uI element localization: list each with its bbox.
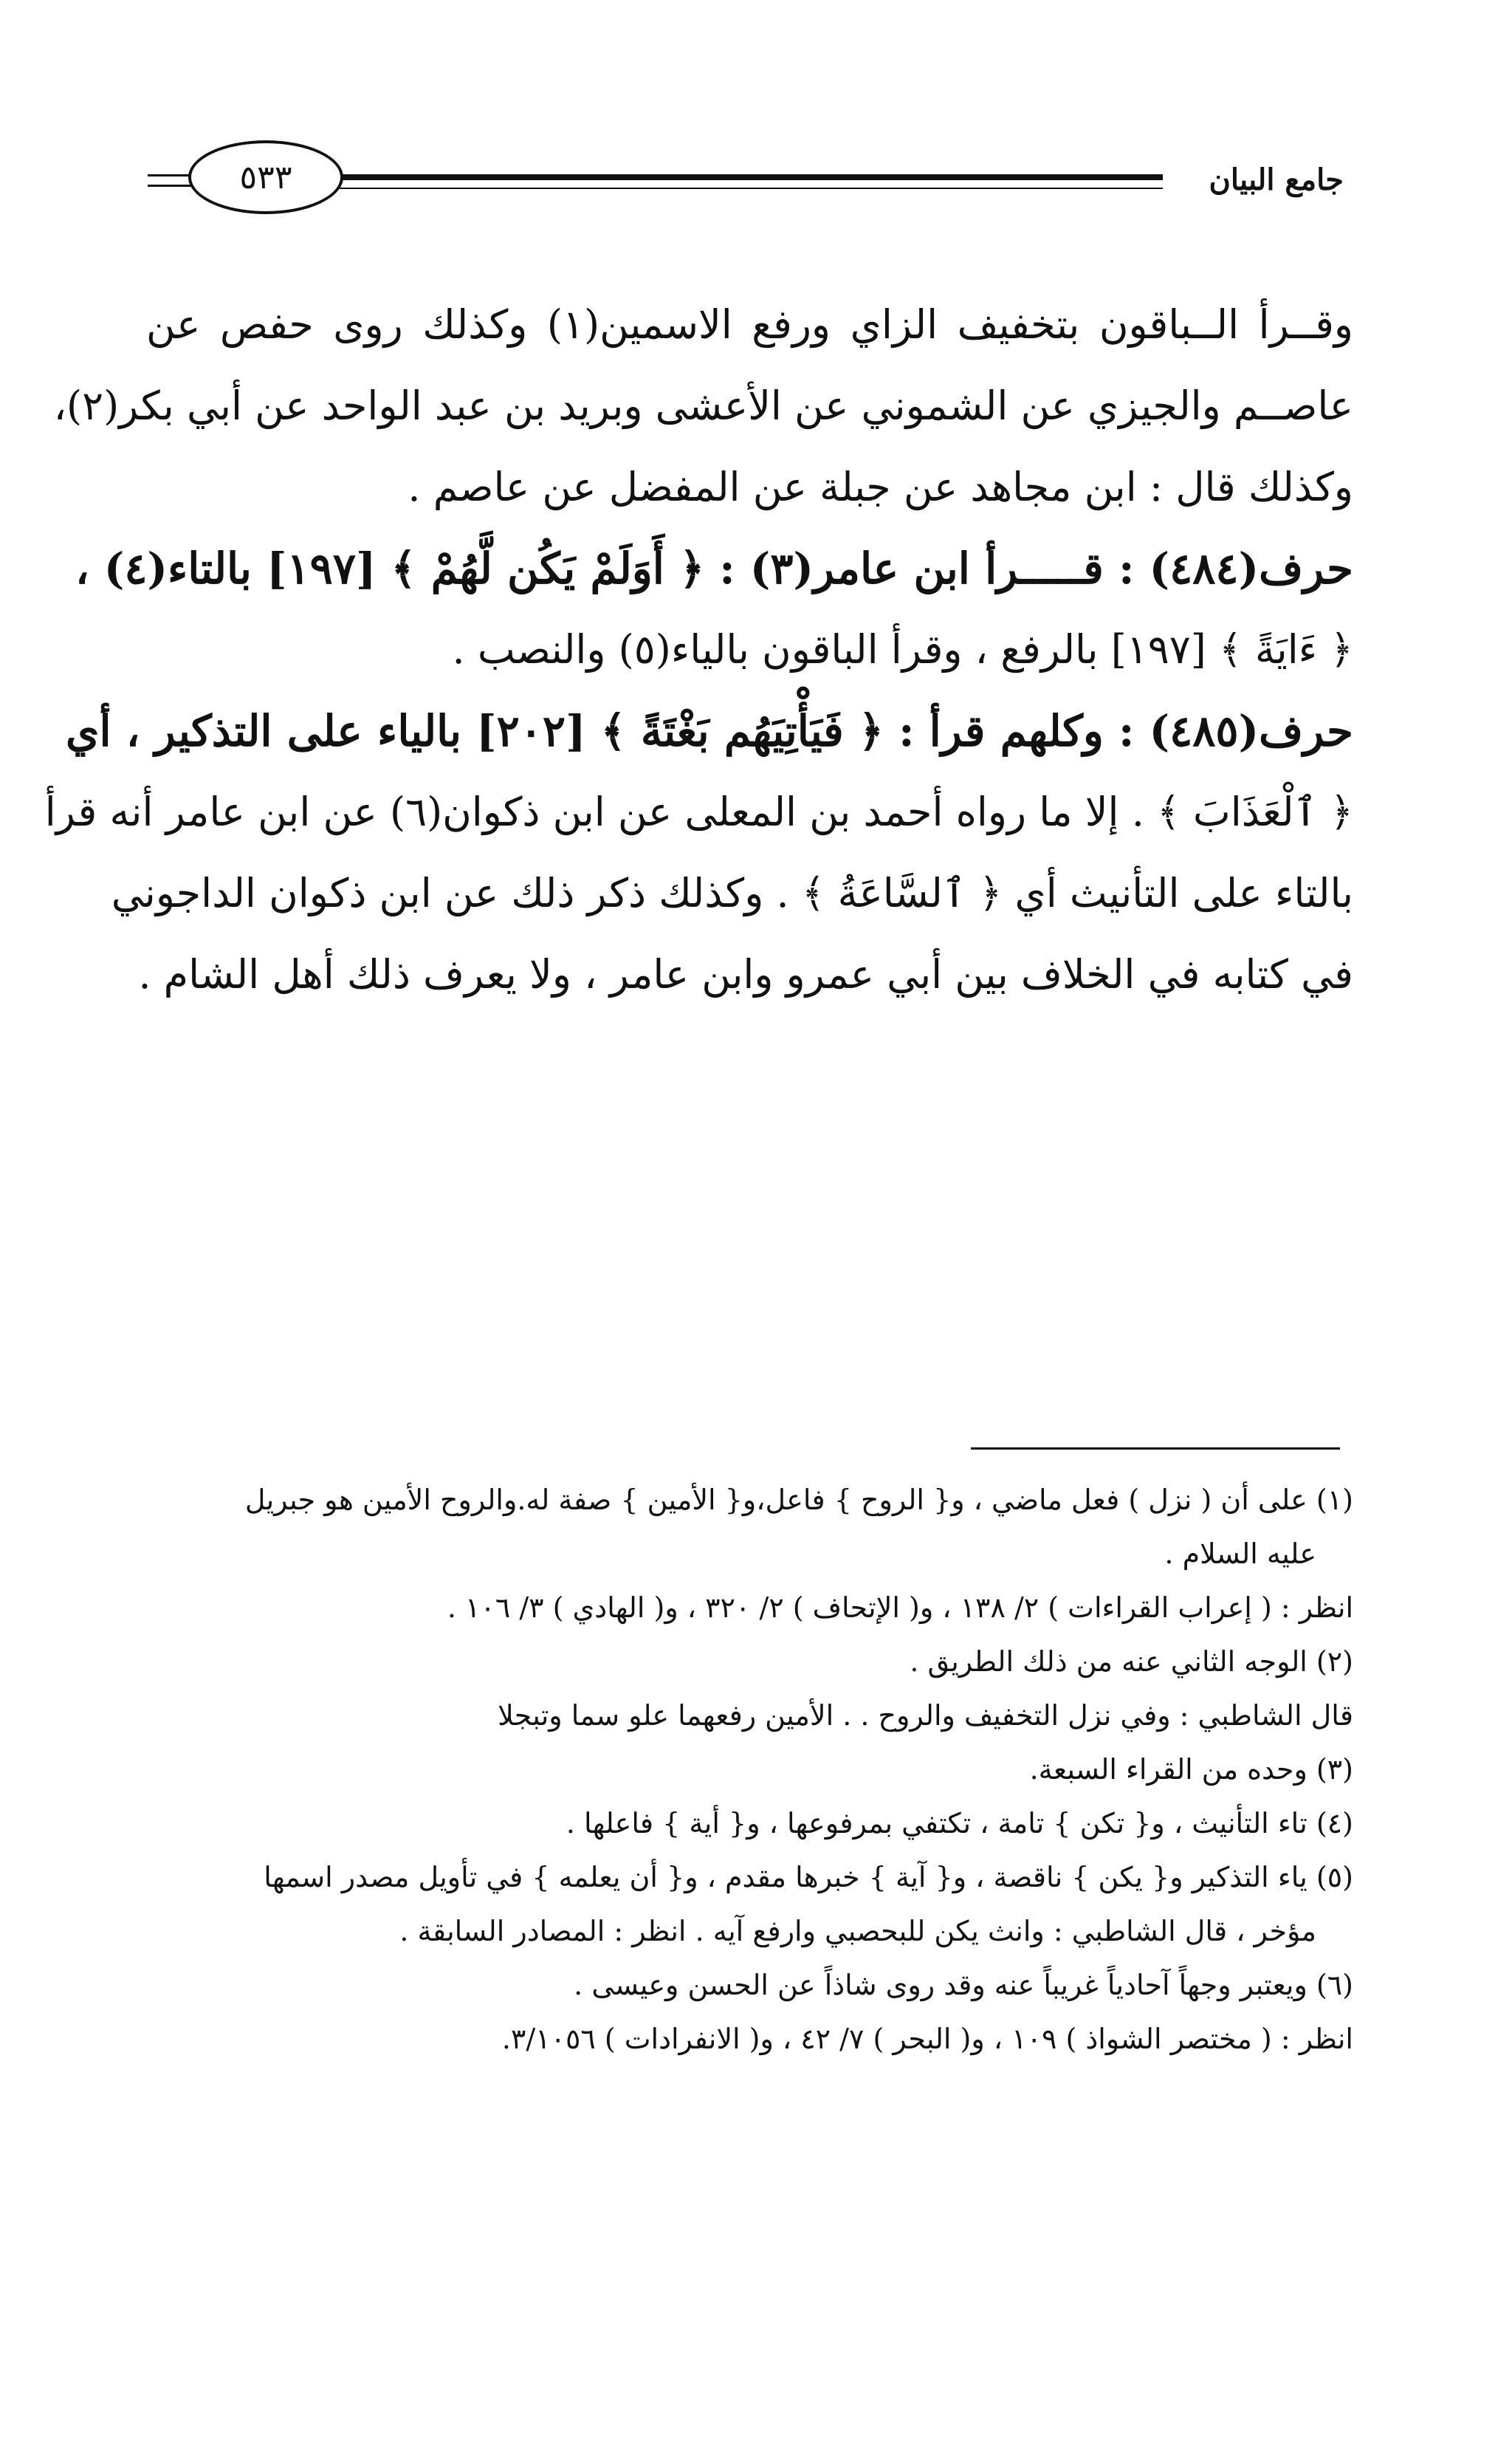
book-title: جامع البيان xyxy=(1209,162,1344,197)
text-line-harf-485: حرف(٤٨٥) : وكلهم قرأ : ﴿ فَيَأْتِيَهُم بَغْتَةً ﴾ [٢٠٢] بالياء على التذكير ، أي xyxy=(66,706,1353,756)
footnote-line: قال الشاطبي : وفي نزل التخفيف والروح . . الأمين رفعهما علو سما وتبجلا xyxy=(498,1699,1353,1732)
header-rule-thin xyxy=(340,188,1163,189)
footnote-separator xyxy=(971,1447,1340,1450)
footnote-line: مؤخر ، قال الشاطبي : وانث يكن للبحصبي وارفع آيه . انظر : المصادر السابقة . xyxy=(399,1915,1316,1947)
footnote-line: (٦) ويعتبر وجهاً آحادياً غريباً عنه وقد روى شاذاً عن الحسن وعيسى . xyxy=(574,1969,1353,2001)
page-header xyxy=(148,111,1358,229)
footnote-line: (١) على أن ( نزل ) فعل ماضي ، و{ الروح } فاعل،و{ الأمين } صفة له.والروح الأمين هو جبريل xyxy=(244,1484,1353,1516)
main-text xyxy=(44,284,1353,1015)
text-line: عاصــم والجيزي عن الشموني عن الأعشى وبريد بن عبد الواحد عن أبي بكر(٢)، xyxy=(53,383,1353,429)
page-number-badge xyxy=(188,140,343,214)
text-line: وكذلك قال : ابن مجاهد عن جبلة عن المفضل عن عاصم . xyxy=(408,464,1353,510)
text-line: وقــرأ الــباقون بتخفيف الزاي ورفع الاسمين(١) وكذلك روى حفص عن xyxy=(146,301,1353,348)
text-line: ﴿ ٱلْعَذَابَ ﴾ . إلا ما رواه أحمد بن المعلى عن ابن ذكوان(٦) عن ابن عامر أنه قرأ xyxy=(44,789,1353,835)
footnote-line: انظر : ( إعراب القراءات ) ٢/ ١٣٨ ، و( الإتحاف ) ٢/ ٣٢٠ ، و( الهادي ) ٣/ ١٠٦ . xyxy=(447,1591,1353,1624)
header-rule-left-top xyxy=(148,174,192,176)
header-rule-thick xyxy=(340,174,1163,180)
footnotes xyxy=(146,1473,1353,2066)
footnote-line: (٤) تاء التأنيث ، و{ تكن } تامة ، تكتفي بمرفوعها ، و{ أية } فاعلها . xyxy=(566,1807,1353,1839)
text-line: ﴿ ءَايَةً ﴾ [١٩٧] بالرفع ، وقرأ الباقون بالياء(٥) والنصب . xyxy=(452,626,1353,673)
footnote-line: (٢) الوجه الثاني عنه من ذلك الطريق . xyxy=(910,1645,1353,1678)
page-number: ٥٣٣ xyxy=(239,158,292,196)
footnote-line: (٥) ياء التذكير و{ يكن } ناقصة ، و{ آية } خبرها مقدم ، و{ أن يعلمه } في تأويل مصدر اسمها xyxy=(264,1861,1353,1893)
text-line: بالتاء على التأنيث أي ﴿ ٱلسَّاعَةُ ﴾ . وكذلك ذكر ذلك عن ابن ذكوان الداجوني xyxy=(111,870,1353,916)
footnote-line: عليه السلام . xyxy=(1164,1537,1316,1570)
header-rule-left-bottom xyxy=(148,185,192,187)
footnote-line: انظر : ( مختصر الشواذ ) ١٠٩ ، و( البحر ) ٧/ ٤٢ ، و( الانفرادات ) ٣/١٠٥٦. xyxy=(501,2023,1353,2055)
text-line: في كتابه في الخلاف بين أبي عمرو وابن عامر ، ولا يعرف ذلك أهل الشام . xyxy=(138,951,1353,998)
text-line-harf-484: حرف(٤٨٤) : قـــــرأ ابن عامر(٣) : ﴿ أَوَلَمْ يَكُن لَّهُمْ ﴾ [١٩٧] بالتاء(٤) ، xyxy=(75,544,1353,594)
footnote-line: (٣) وحده من القراء السبعة. xyxy=(1029,1753,1353,1786)
